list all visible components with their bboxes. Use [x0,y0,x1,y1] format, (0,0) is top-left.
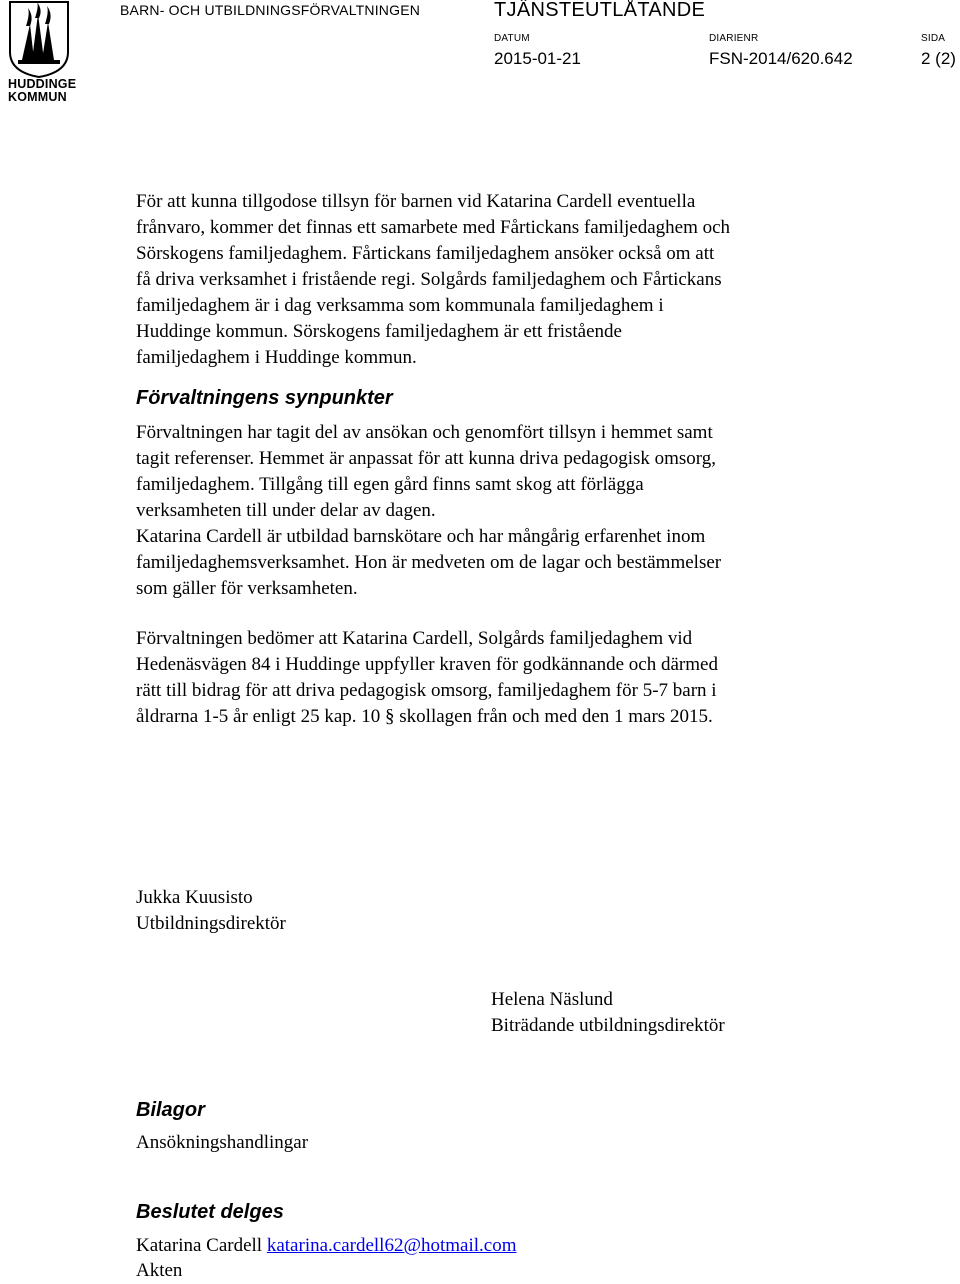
secondary-signer-name: Helena Näslund [491,989,613,1010]
diarie-value: FSN-2014/620.642 [709,49,853,68]
date-label: DATUM [494,33,530,44]
text-line: tagit referenser. Hemmet är anpassat för att kunna driva pedagogisk omsorg, [136,448,717,469]
text-line: För att kunna tillgodose tillsyn för barnen vid Katarina Cardell eventuella [136,191,696,212]
text-line: Förvaltningen har tagit del av ansökan och genomfört tillsyn i hemmet samt [136,422,713,443]
text-line: familjedaghem är i dag verksamma som kommunala familjedaghem i [136,295,664,316]
delges-other: Akten [136,1260,183,1281]
organization-name: BARN- OCH UTBILDNINGSFÖRVALTNINGEN [120,2,421,18]
text-line: Katarina Cardell är utbildad barnskötare och har mångårig erfarenhet inom [136,526,706,547]
page-label: SIDA [921,33,946,44]
text-line: verksamheten till under delar av dagen. [136,500,436,521]
delges-heading: Beslutet delges [136,1201,284,1223]
text-line: Sörskogens familjedaghem. Fårtickans familjedaghem ansöker också om att [136,243,715,264]
synpunkter-paragraph [136,420,856,602]
secondary-signature [491,987,725,1039]
text-line: familjedaghemsverksamhet. Hon är medveten om de lagar och bestämmelser [136,552,722,573]
text-line: familjedaghem i Huddinge kommun. [136,347,417,368]
text-line: åldrarna 1-5 år enligt 25 kap. 10 § skollagen från och med den 1 mars 2015. [136,706,713,727]
bedomning-paragraph [136,626,856,730]
delges-recipient [136,1233,516,1259]
bilagor-item: Ansökningshandlingar [136,1132,309,1153]
text-line: Hedenäsvägen 84 i Huddinge uppfyller kraven för godkännande och därmed [136,654,718,675]
logo-text-line2: KOMMUN [8,90,67,104]
text-line: som gäller för verksamheten. [136,578,358,599]
primary-signer-name: Jukka Kuusisto [136,887,253,908]
date-value: 2015-01-21 [494,49,581,68]
page-value: 2 (2) [921,49,956,68]
huddinge-logo [8,0,77,106]
intro-paragraph [136,189,856,371]
text-line: Förvaltningen bedömer att Katarina Cardell, Solgårds familjedaghem vid [136,628,693,649]
coat-of-arms-icon [8,0,70,78]
primary-signature [136,885,286,937]
text-line: rätt till bidrag för att driva pedagogisk omsorg, familjedaghem för 5-7 barn i [136,680,717,701]
logo-text [8,77,77,104]
secondary-signer-title: Biträdande utbildningsdirektör [491,1015,725,1036]
recipient-email-link[interactable]: katarina.cardell62@hotmail.com [266,1235,517,1256]
logo-text-line1: HUDDINGE [8,77,77,91]
diarie-label: DIARIENR [709,33,759,44]
recipient-name: Katarina Cardell [136,1235,263,1256]
document-type: TJÄNSTEUTLÅTANDE [494,0,706,21]
section-heading-synpunkter: Förvaltningens synpunkter [136,387,393,409]
text-line: Huddinge kommun. Sörskogens familjedaghem är ett fristående [136,321,622,342]
bilagor-heading: Bilagor [136,1099,205,1121]
primary-signer-title: Utbildningsdirektör [136,913,286,934]
text-line: familjedaghem. Tillgång till egen gård finns samt skog att förlägga [136,474,644,495]
text-line: frånvaro, kommer det finnas ett samarbete med Fårtickans familjedaghem och [136,217,731,238]
text-line: få driva verksamhet i fristående regi. Solgårds familjedaghem och Fårtickans [136,269,722,290]
